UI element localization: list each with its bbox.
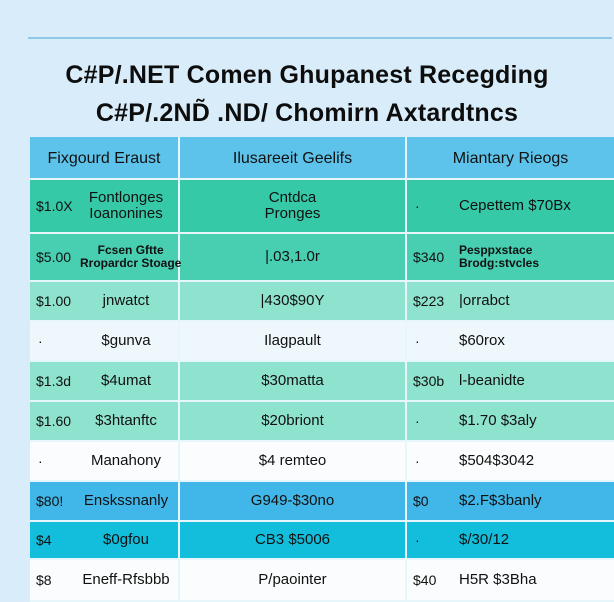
price-value: · (38, 453, 43, 469)
cell-monthly (407, 402, 614, 440)
price-value: $5.00 (36, 249, 72, 265)
price-value: $0 (413, 493, 429, 509)
price-value: · (415, 198, 420, 214)
title-line-2: C#P/.2ND̃ .ND/ Chomirn Axtardtncs (95, 99, 519, 127)
cell-feature (180, 560, 407, 600)
price-value: · (38, 333, 43, 349)
cell-feature (180, 482, 407, 520)
comparison-table (30, 137, 614, 602)
cell-feature (180, 282, 407, 320)
table-body (30, 180, 614, 602)
cell-text: $20briont (261, 412, 324, 429)
column-header-3[interactable]: Miantary Rieogs (407, 137, 614, 178)
cell-text: $3htanftc (95, 412, 157, 429)
cell-text: Fcsen Gftte Rropardcr Stoage (80, 243, 182, 270)
price-value: · (415, 333, 420, 349)
cell-monthly (407, 482, 614, 520)
cell-feature (180, 402, 407, 440)
cell-text: Cntdca Pronges (264, 189, 321, 222)
cell-fixed-price (30, 442, 180, 480)
cell-text: Pesppxstace Brodg:stvcles (459, 243, 540, 270)
table-row[interactable] (30, 180, 614, 234)
price-value: $1.60 (36, 413, 72, 429)
table-row[interactable] (30, 362, 614, 402)
cell-monthly (407, 522, 614, 558)
price-value: $30b (413, 373, 445, 389)
price-value: $223 (413, 293, 445, 309)
cell-text: G949-$30no (250, 492, 335, 509)
cell-fixed-price (30, 180, 180, 232)
price-value: $80! (36, 493, 64, 509)
cell-monthly (407, 442, 614, 480)
cell-fixed-price (30, 362, 180, 400)
cell-feature (180, 322, 407, 360)
cell-text: $gunva (101, 332, 151, 349)
cell-fixed-price (30, 322, 180, 360)
price-value: · (415, 453, 420, 469)
title-line-1: C#P/.NET Comen Ghupanest Recegding (65, 61, 549, 89)
table-row[interactable] (30, 282, 614, 322)
cell-text: |430$90Y (260, 292, 325, 309)
cell-text: Cepettem $70Bx (459, 197, 571, 214)
price-value: $1.0X (36, 198, 73, 214)
cell-text: $0gfou (103, 531, 149, 548)
cell-fixed-price (30, 234, 180, 280)
table-row[interactable] (30, 560, 614, 602)
table-header-row (30, 137, 614, 180)
cell-text: $2.F$3banly (459, 492, 542, 509)
column-header-2[interactable]: Ilusareeit Geelifs (180, 137, 407, 178)
price-value: $8 (36, 572, 52, 588)
column-header-1[interactable]: Fixgourd Eraust (30, 137, 180, 178)
cell-fixed-price (30, 402, 180, 440)
cell-fixed-price (30, 482, 180, 520)
price-value: $4 (36, 532, 52, 548)
cell-fixed-price (30, 522, 180, 558)
price-value: $1.00 (36, 293, 72, 309)
cell-text: jnwatct (102, 292, 150, 309)
cell-monthly (407, 282, 614, 320)
price-value: · (415, 413, 420, 429)
cell-text: |orrabct (459, 292, 510, 309)
cell-text: $4umat (100, 372, 152, 389)
cell-text: l-beanidte (459, 372, 525, 389)
cell-text: Ilagpault (264, 332, 321, 349)
cell-text: Enskssnanly (83, 492, 169, 509)
cell-fixed-price (30, 282, 180, 320)
top-divider (28, 37, 612, 39)
price-value: $1.3d (36, 373, 72, 389)
cell-feature (180, 180, 407, 232)
cell-feature (180, 522, 407, 558)
cell-text: $4 remteo (258, 452, 327, 469)
cell-text: Eneff-Rfsbbb (82, 571, 170, 588)
cell-monthly (407, 180, 614, 232)
table-row[interactable] (30, 522, 614, 560)
cell-feature (180, 362, 407, 400)
cell-text: Manahony (90, 452, 162, 469)
page-title (0, 56, 614, 132)
cell-text: $30matta (261, 372, 324, 389)
price-value: $340 (413, 249, 445, 265)
cell-text: $504$3042 (459, 452, 535, 469)
cell-text: Fontlonges Ioanonines (88, 189, 164, 222)
price-value: · (415, 532, 420, 548)
cell-text: P/paointer (258, 571, 327, 588)
table-row[interactable] (30, 482, 614, 522)
cell-feature (180, 234, 407, 280)
cell-fixed-price (30, 560, 180, 600)
cell-text: $1.70 $3aly (459, 412, 537, 429)
cell-text: CB3 $5006 (254, 531, 331, 548)
table-row[interactable] (30, 322, 614, 362)
cell-monthly (407, 322, 614, 360)
cell-monthly (407, 362, 614, 400)
price-value: $40 (413, 572, 437, 588)
cell-text: $60rox (459, 332, 505, 349)
cell-feature (180, 442, 407, 480)
cell-text: H5R $3Bha (459, 571, 537, 588)
cell-monthly (407, 234, 614, 280)
cell-text: $/30/12 (459, 531, 510, 548)
table-row[interactable] (30, 234, 614, 282)
cell-monthly (407, 560, 614, 600)
cell-text: |.03,1.0r (265, 248, 320, 265)
table-row[interactable] (30, 442, 614, 482)
table-row[interactable] (30, 402, 614, 442)
